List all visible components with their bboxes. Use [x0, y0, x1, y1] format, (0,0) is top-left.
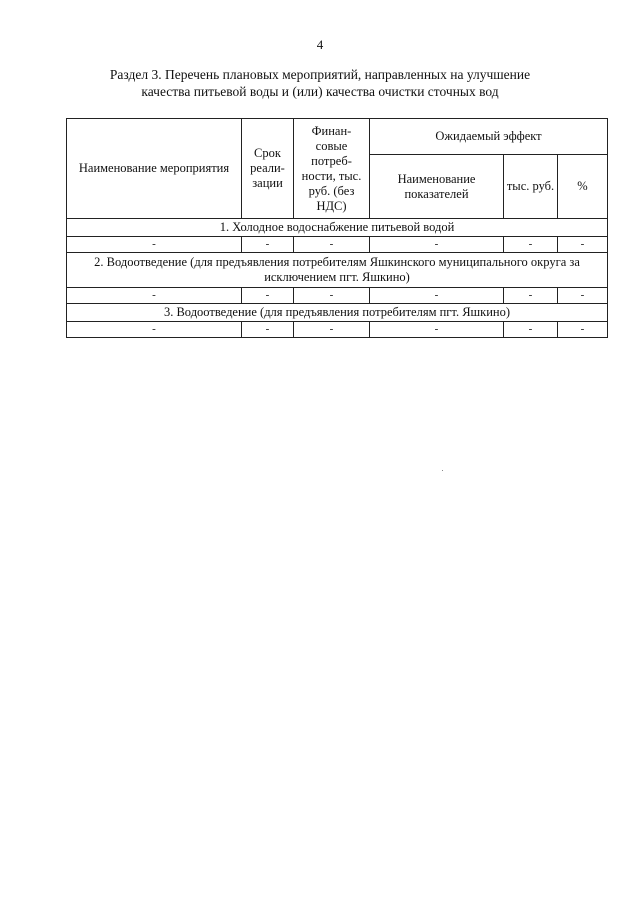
table-cell: - [558, 237, 608, 253]
section-row [67, 304, 608, 322]
page-number: 4 [316, 37, 324, 52]
table-cell: - [67, 288, 242, 304]
header-finance: Финан-совые потреб-ности, тыс. руб. (без НДС) [294, 119, 370, 219]
table-row [67, 237, 608, 253]
table-cell: - [67, 237, 242, 253]
section-row [67, 253, 608, 288]
header-expected-effect: Ожидаемый эффект [370, 119, 608, 155]
table-cell: - [294, 288, 370, 304]
table-cell: - [370, 237, 504, 253]
header-indicators: Наименование показателей [370, 155, 504, 219]
table-cell: - [558, 322, 608, 338]
section-title-line-2: качества питьевой воды и (или) качества очистки сточных вод [141, 84, 499, 99]
table-cell: - [370, 322, 504, 338]
section-heading: 1. Холодное водоснабжение питьевой водой [67, 219, 608, 237]
table-cell: - [67, 322, 242, 338]
section-heading: 3. Водоотведение (для предъявления потребителям пгт. Яшкино) [67, 304, 608, 322]
scan-speck [442, 470, 443, 471]
table-cell: - [294, 237, 370, 253]
header-thousand-rub: тыс. руб. [504, 155, 558, 219]
table-cell: - [558, 288, 608, 304]
table-cell: - [242, 237, 294, 253]
table-row [67, 322, 608, 338]
header-row-1 [67, 119, 608, 155]
table-cell: - [504, 237, 558, 253]
table-cell: - [504, 322, 558, 338]
header-name: Наименование мероприятия [67, 119, 242, 219]
table-cell: - [242, 322, 294, 338]
table-row [67, 288, 608, 304]
measures-table [66, 118, 608, 338]
table-cell: - [504, 288, 558, 304]
table-cell: - [242, 288, 294, 304]
section-title-line-1: Раздел 3. Перечень плановых мероприятий, направленных на улучшение [109, 67, 531, 82]
header-percent: % [558, 155, 608, 219]
section-heading: 2. Водоотведение (для предъявления потребителям Яшкинского муниципального округа за исключением пгт. Яшкино) [67, 253, 608, 288]
table-cell: - [294, 322, 370, 338]
header-term: Срок реали-зации [242, 119, 294, 219]
section-row [67, 219, 608, 237]
section-title [60, 66, 580, 100]
table-cell: - [370, 288, 504, 304]
